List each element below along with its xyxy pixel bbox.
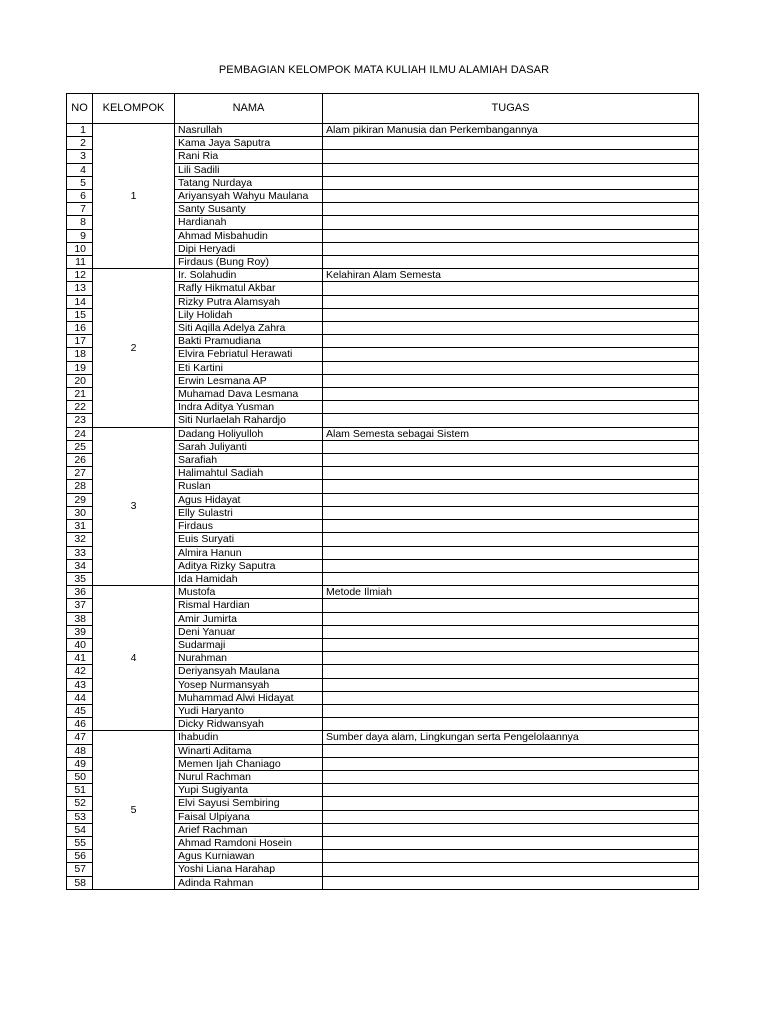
group-number: 1 <box>93 124 175 269</box>
row-number: 12 <box>67 269 93 282</box>
task-cell-empty <box>323 242 699 255</box>
row-number: 53 <box>67 810 93 823</box>
task-cell-empty <box>323 506 699 519</box>
member-name: Ahmad Misbahudin <box>175 229 323 242</box>
row-number: 58 <box>67 876 93 889</box>
row-number: 13 <box>67 282 93 295</box>
member-name: Lili Sadili <box>175 163 323 176</box>
task-cell-empty <box>323 836 699 849</box>
member-name: Ahmad Ramdoni Hosein <box>175 836 323 849</box>
task-cell-empty <box>323 388 699 401</box>
task-cell-empty <box>323 691 699 704</box>
member-name: Aditya Rizky Saputra <box>175 559 323 572</box>
row-number: 35 <box>67 572 93 585</box>
row-number: 39 <box>67 625 93 638</box>
member-name: Elvi Sayusi Sembiring <box>175 797 323 810</box>
group-task: Sumber daya alam, Lingkungan serta Pengelolaannya <box>323 731 699 744</box>
row-number: 38 <box>67 612 93 625</box>
task-cell-empty <box>323 282 699 295</box>
table-body <box>67 124 699 890</box>
member-name: Firdaus <box>175 520 323 533</box>
row-number: 46 <box>67 718 93 731</box>
group-task: Alam Semesta sebagai Sistem <box>323 427 699 440</box>
member-name: Faisal Ulpiyana <box>175 810 323 823</box>
row-number: 7 <box>67 203 93 216</box>
row-number: 33 <box>67 546 93 559</box>
group-task: Kelahiran Alam Semesta <box>323 269 699 282</box>
member-name: Euis Suryati <box>175 533 323 546</box>
task-cell-empty <box>323 533 699 546</box>
member-name: Amir Jumirta <box>175 612 323 625</box>
row-number: 8 <box>67 216 93 229</box>
member-name: Yupi Sugiyanta <box>175 784 323 797</box>
row-number: 45 <box>67 704 93 717</box>
task-cell-empty <box>323 797 699 810</box>
task-cell-empty <box>323 718 699 731</box>
group-table <box>66 93 699 890</box>
task-cell-empty <box>323 599 699 612</box>
member-name: Almira Hanun <box>175 546 323 559</box>
member-name: Arief Rachman <box>175 823 323 836</box>
member-name: Dicky Ridwansyah <box>175 718 323 731</box>
member-name: Elly Sulastri <box>175 506 323 519</box>
table-row <box>67 269 699 282</box>
member-name: Rafly Hikmatul Akbar <box>175 282 323 295</box>
row-number: 10 <box>67 242 93 255</box>
member-name: Santy Susanty <box>175 203 323 216</box>
task-cell-empty <box>323 652 699 665</box>
task-cell-empty <box>323 546 699 559</box>
task-cell-empty <box>323 467 699 480</box>
member-name: Halimahtul Sadiah <box>175 467 323 480</box>
task-cell-empty <box>323 308 699 321</box>
row-number: 18 <box>67 348 93 361</box>
member-name: Ariyansyah Wahyu Maulana <box>175 190 323 203</box>
row-number: 40 <box>67 638 93 651</box>
member-name: Nasrullah <box>175 124 323 137</box>
member-name: Kama Jaya Saputra <box>175 137 323 150</box>
row-number: 51 <box>67 784 93 797</box>
row-number: 4 <box>67 163 93 176</box>
member-name: Siti Aqilla Adelya Zahra <box>175 322 323 335</box>
task-cell-empty <box>323 150 699 163</box>
member-name: Memen Ijah Chaniago <box>175 757 323 770</box>
table-header-row <box>67 94 699 124</box>
task-cell-empty <box>323 770 699 783</box>
task-cell-empty <box>323 876 699 889</box>
header-tugas: TUGAS <box>323 94 699 124</box>
row-number: 14 <box>67 295 93 308</box>
task-cell-empty <box>323 216 699 229</box>
row-number: 43 <box>67 678 93 691</box>
header-no: NO <box>67 94 93 124</box>
row-number: 48 <box>67 744 93 757</box>
table-row <box>67 731 699 744</box>
group-task: Metode Ilmiah <box>323 586 699 599</box>
group-number: 3 <box>93 427 175 585</box>
task-cell-empty <box>323 440 699 453</box>
row-number: 36 <box>67 586 93 599</box>
group-number: 4 <box>93 586 175 731</box>
member-name: Yoshi Liana Harahap <box>175 863 323 876</box>
task-cell-empty <box>323 348 699 361</box>
table-row <box>67 586 699 599</box>
member-name: Erwin Lesmana AP <box>175 374 323 387</box>
task-cell-empty <box>323 480 699 493</box>
member-name: Winarti Aditama <box>175 744 323 757</box>
member-name: Ruslan <box>175 480 323 493</box>
row-number: 57 <box>67 863 93 876</box>
member-name: Yudi Haryanto <box>175 704 323 717</box>
task-cell-empty <box>323 322 699 335</box>
task-cell-empty <box>323 757 699 770</box>
task-cell-empty <box>323 229 699 242</box>
table-row <box>67 124 699 137</box>
row-number: 52 <box>67 797 93 810</box>
row-number: 47 <box>67 731 93 744</box>
row-number: 3 <box>67 150 93 163</box>
member-name: Sudarmaji <box>175 638 323 651</box>
row-number: 26 <box>67 454 93 467</box>
row-number: 41 <box>67 652 93 665</box>
task-cell-empty <box>323 823 699 836</box>
member-name: Ida Hamidah <box>175 572 323 585</box>
task-cell-empty <box>323 401 699 414</box>
task-cell-empty <box>323 850 699 863</box>
task-cell-empty <box>323 572 699 585</box>
row-number: 9 <box>67 229 93 242</box>
task-cell-empty <box>323 744 699 757</box>
row-number: 34 <box>67 559 93 572</box>
task-cell-empty <box>323 414 699 427</box>
task-cell-empty <box>323 810 699 823</box>
member-name: Muhammad Alwi Hidayat <box>175 691 323 704</box>
member-name: Rizky Putra Alamsyah <box>175 295 323 308</box>
task-cell-empty <box>323 256 699 269</box>
member-name: Agus Hidayat <box>175 493 323 506</box>
row-number: 54 <box>67 823 93 836</box>
group-task: Alam pikiran Manusia dan Perkembangannya <box>323 124 699 137</box>
task-cell-empty <box>323 665 699 678</box>
member-name: Tatang Nurdaya <box>175 176 323 189</box>
member-name: Siti Nurlaelah Rahardjo <box>175 414 323 427</box>
row-number: 16 <box>67 322 93 335</box>
member-name: Elvira Febriatul Herawati <box>175 348 323 361</box>
row-number: 22 <box>67 401 93 414</box>
row-number: 32 <box>67 533 93 546</box>
row-number: 1 <box>67 124 93 137</box>
row-number: 42 <box>67 665 93 678</box>
task-cell-empty <box>323 335 699 348</box>
member-name: Ihabudin <box>175 731 323 744</box>
task-cell-empty <box>323 163 699 176</box>
task-cell-empty <box>323 612 699 625</box>
member-name: Nurul Rachman <box>175 770 323 783</box>
member-name: Rani Ria <box>175 150 323 163</box>
row-number: 29 <box>67 493 93 506</box>
task-cell-empty <box>323 559 699 572</box>
member-name: Eti Kartini <box>175 361 323 374</box>
row-number: 19 <box>67 361 93 374</box>
row-number: 55 <box>67 836 93 849</box>
row-number: 49 <box>67 757 93 770</box>
member-name: Muhamad Dava Lesmana <box>175 388 323 401</box>
group-number: 2 <box>93 269 175 427</box>
row-number: 17 <box>67 335 93 348</box>
task-cell-empty <box>323 137 699 150</box>
member-name: Agus Kurniawan <box>175 850 323 863</box>
task-cell-empty <box>323 625 699 638</box>
header-nama: NAMA <box>175 94 323 124</box>
member-name: Sarah Juliyanti <box>175 440 323 453</box>
task-cell-empty <box>323 863 699 876</box>
member-name: Firdaus (Bung Roy) <box>175 256 323 269</box>
header-kelompok: KELOMPOK <box>93 94 175 124</box>
member-name: Sarafiah <box>175 454 323 467</box>
row-number: 15 <box>67 308 93 321</box>
member-name: Nurahman <box>175 652 323 665</box>
row-number: 28 <box>67 480 93 493</box>
page-title: PEMBAGIAN KELOMPOK MATA KULIAH ILMU ALAMIAH DASAR <box>218 64 550 76</box>
task-cell-empty <box>323 203 699 216</box>
task-cell-empty <box>323 176 699 189</box>
member-name: Mustofa <box>175 586 323 599</box>
member-name: Lily Holidah <box>175 308 323 321</box>
task-cell-empty <box>323 704 699 717</box>
member-name: Ir. Solahudin <box>175 269 323 282</box>
row-number: 30 <box>67 506 93 519</box>
member-name: Bakti Pramudiana <box>175 335 323 348</box>
row-number: 2 <box>67 137 93 150</box>
member-name: Yosep Nurmansyah <box>175 678 323 691</box>
row-number: 31 <box>67 520 93 533</box>
member-name: Dipi Heryadi <box>175 242 323 255</box>
row-number: 44 <box>67 691 93 704</box>
task-cell-empty <box>323 493 699 506</box>
row-number: 11 <box>67 256 93 269</box>
member-name: Dadang Holiyulloh <box>175 427 323 440</box>
task-cell-empty <box>323 784 699 797</box>
member-name: Deni Yanuar <box>175 625 323 638</box>
group-number: 5 <box>93 731 175 889</box>
row-number: 27 <box>67 467 93 480</box>
row-number: 23 <box>67 414 93 427</box>
task-cell-empty <box>323 374 699 387</box>
row-number: 56 <box>67 850 93 863</box>
task-cell-empty <box>323 454 699 467</box>
task-cell-empty <box>323 638 699 651</box>
task-cell-empty <box>323 520 699 533</box>
member-name: Rismal Hardian <box>175 599 323 612</box>
member-name: Hardianah <box>175 216 323 229</box>
member-name: Adinda Rahman <box>175 876 323 889</box>
row-number: 20 <box>67 374 93 387</box>
table-row <box>67 427 699 440</box>
task-cell-empty <box>323 361 699 374</box>
row-number: 50 <box>67 770 93 783</box>
row-number: 21 <box>67 388 93 401</box>
row-number: 5 <box>67 176 93 189</box>
row-number: 6 <box>67 190 93 203</box>
member-name: Deriyansyah Maulana <box>175 665 323 678</box>
member-name: Indra Aditya Yusman <box>175 401 323 414</box>
task-cell-empty <box>323 190 699 203</box>
row-number: 37 <box>67 599 93 612</box>
task-cell-empty <box>323 295 699 308</box>
task-cell-empty <box>323 678 699 691</box>
row-number: 24 <box>67 427 93 440</box>
row-number: 25 <box>67 440 93 453</box>
